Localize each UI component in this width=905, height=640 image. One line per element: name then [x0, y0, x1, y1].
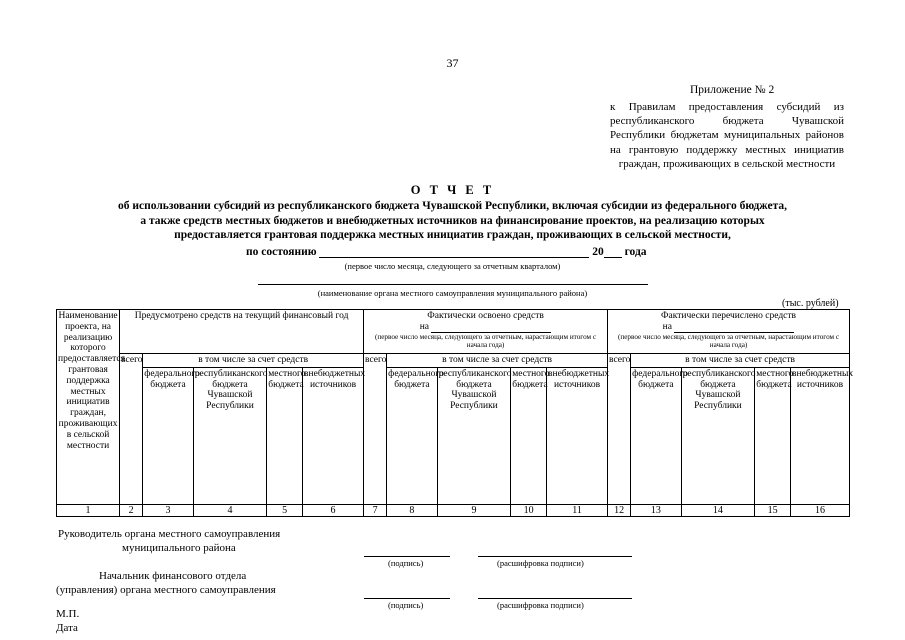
as-of-hint: (первое число месяца, следующего за отчетным кварталом) [344, 261, 561, 271]
fin-decode-hint: (расшифровка подписи) [497, 600, 584, 610]
year-prefix: 20 [592, 246, 604, 258]
col-number: 4 [193, 504, 267, 516]
on-label: на [419, 321, 429, 332]
col-number: 13 [631, 504, 681, 516]
local-header: местного бюджета [267, 367, 303, 504]
col-number: 2 [120, 504, 143, 516]
incl-header: в том числе за счет средств [631, 354, 850, 368]
report-subtitle [40, 199, 865, 243]
mastered-title: Фактически освоено средств [427, 311, 544, 321]
planned-funds-header: Предусмотрено средств на текущий финансовый год [120, 310, 364, 354]
date-blank [431, 323, 551, 333]
appendix-text: к Правилам предоставления субсидий из республиканского бюджета Чувашской Республики бюджетам муниципальных районов на грантовую поддержку местных инициатив граждан, проживающих в сельской местности [610, 101, 844, 170]
col-number: 15 [755, 504, 791, 516]
col-number: 6 [303, 504, 364, 516]
total-header: всего [364, 354, 387, 505]
head-signature-hint: (подпись) [388, 558, 424, 568]
stamp-label: М.П. [56, 608, 80, 620]
federal-header: федерального бюджета [631, 367, 681, 504]
incl-header: в том числе за счет средств [143, 354, 364, 368]
local-header: местного бюджета [511, 367, 547, 504]
fin-decode-line [478, 598, 632, 599]
incl-header: в том числе за счет средств [387, 354, 608, 368]
col-number: 14 [681, 504, 755, 516]
as-of-label: по состоянию [246, 246, 317, 258]
republic-header: республиканского бюджета Чувашской Республики [681, 367, 755, 504]
col-number: 3 [143, 504, 193, 516]
col-number: 7 [364, 504, 387, 516]
col-number: 11 [547, 504, 608, 516]
col-number: 8 [387, 504, 437, 516]
period-hint: (первое число месяца, следующего за отчетным, нарастающим итогом с начала года) [617, 332, 840, 349]
on-label: на [662, 321, 672, 332]
report-title: О Т Ч Е Т [410, 183, 495, 197]
report-subtitle-line: а также средств местных бюджетов и внебюджетных источников на финансирование проектов, на реализацию которых [140, 214, 765, 227]
year-blank [604, 245, 622, 258]
fin-title-line1: Начальник финансового отдела [99, 570, 247, 582]
head-signature-line [364, 556, 450, 557]
head-title-line1: Руководитель органа местного самоуправления [58, 528, 281, 540]
period-hint: (первое число месяца, следующего за отчетным, нарастающим итогом с начала года) [374, 332, 597, 349]
col-number: 9 [437, 504, 511, 516]
col-number: 12 [608, 504, 631, 516]
report-table [56, 309, 854, 517]
total-header: всего [608, 354, 631, 505]
date-label: Дата [56, 622, 78, 634]
org-name-hint: (наименование органа местного самоуправления муниципального района) [317, 288, 588, 298]
appendix-title: Приложение № 2 [690, 84, 775, 96]
as-of-date-blank [319, 245, 589, 258]
fin-signature-hint: (подпись) [388, 600, 424, 610]
report-subtitle-line: об использовании субсидий из республиканского бюджета Чувашской Республики, включая субсидии из федерального бюджета, [117, 200, 788, 212]
units-label: (тыс. рублей) [782, 298, 839, 309]
year-suffix: года [624, 246, 647, 258]
head-decode-hint: (расшифровка подписи) [497, 558, 584, 568]
fin-signature-line [364, 598, 450, 599]
col-number: 10 [511, 504, 547, 516]
as-of-line [246, 245, 647, 258]
col-number: 16 [790, 504, 849, 516]
col-number: 5 [267, 504, 303, 516]
federal-header: федерального бюджета [143, 367, 193, 504]
republic-header: республиканского бюджета Чувашской Республики [193, 367, 267, 504]
col-number: 1 [57, 504, 120, 516]
federal-header: федерального бюджета [387, 367, 437, 504]
head-title-line2: муниципального района [122, 542, 236, 554]
transferred-title: Фактически перечислено средств [661, 311, 797, 321]
report-subtitle-line: предоставляется грантовая поддержка местных инициатив граждан, проживающих в сельской местности, [174, 229, 731, 241]
extra-header: внебюджетных источников [790, 367, 849, 504]
date-blank [674, 323, 794, 333]
republic-header: республиканского бюджета Чувашской Республики [437, 367, 511, 504]
page-number: 37 [446, 56, 459, 70]
extra-header: внебюджетных источников [303, 367, 364, 504]
project-name-header: Наименование проекта, на реализацию которого предоставляется грантовая поддержка местных инициатив граждан, проживающих в сельской местности [57, 310, 120, 505]
extra-header: внебюджетных источников [547, 367, 608, 504]
transferred-funds-header [608, 310, 850, 354]
mastered-funds-header [364, 310, 608, 354]
local-header: местного бюджета [755, 367, 791, 504]
fin-title-line2: (управления) органа местного самоуправления [56, 584, 276, 596]
head-decode-line [478, 556, 632, 557]
total-header: всего [120, 354, 143, 505]
org-name-line [258, 284, 648, 285]
